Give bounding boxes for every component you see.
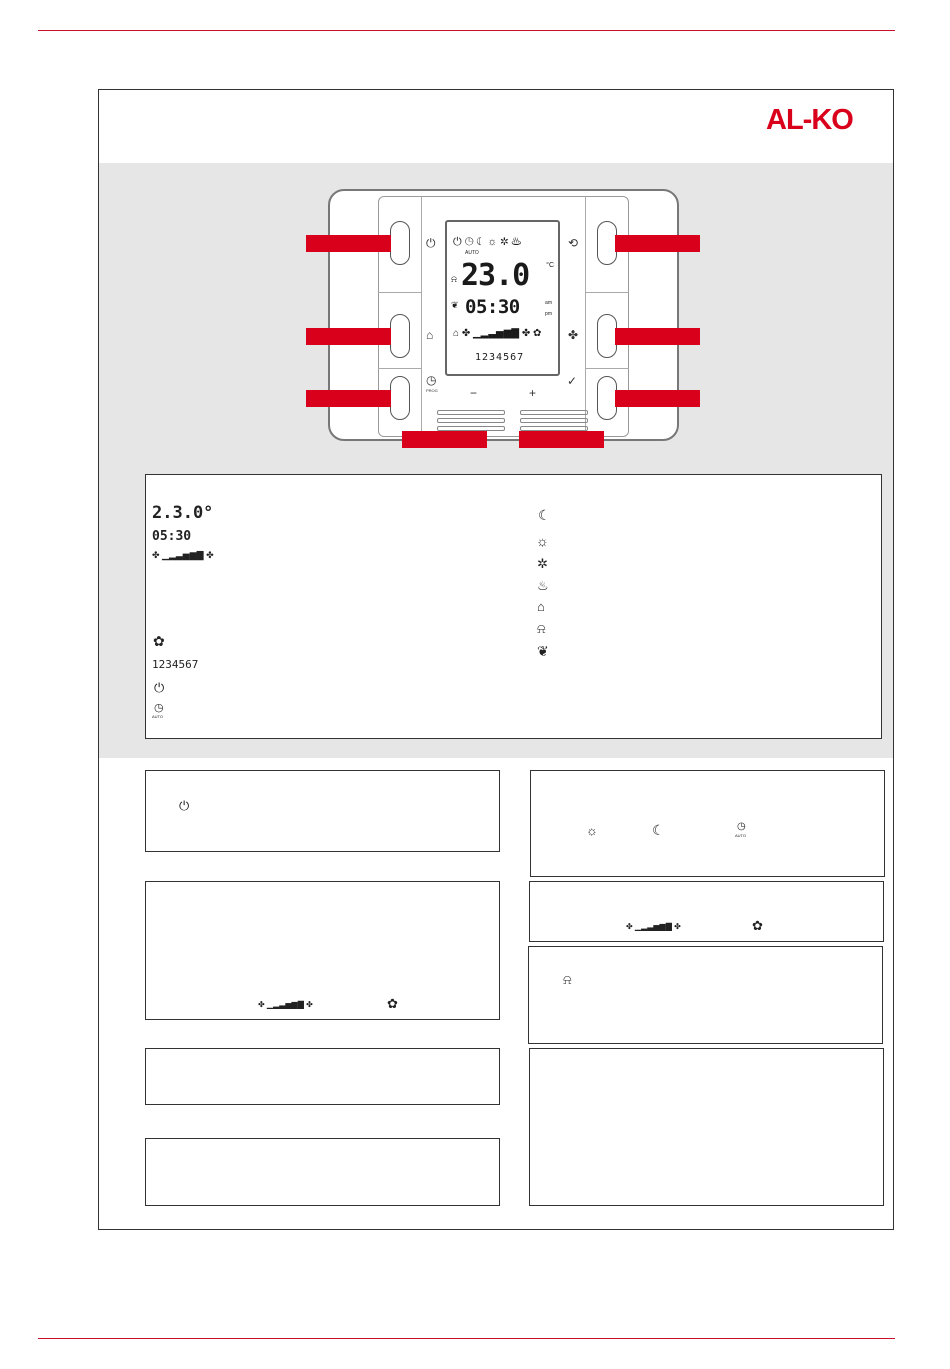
cycle-icon: ⟲ (568, 236, 579, 250)
fan-icon: ✤ (568, 328, 579, 342)
night-icon: ☾ (652, 822, 665, 838)
power-icon: ⏻ (179, 798, 190, 813)
left-button-power[interactable] (390, 221, 410, 265)
lcd-fan-row: ⌂ ✤ ▁▂▃▅▆▇ ✤ ✿ (453, 328, 542, 339)
heating-icon: ♨ (537, 578, 549, 593)
info-box-modes (530, 770, 885, 877)
callout-tag (615, 390, 700, 407)
auto-fan-icon: ✿ (153, 633, 165, 649)
day-icon: ☼ (536, 533, 549, 549)
callout-tag (402, 431, 487, 448)
info-box-fan (145, 881, 500, 1020)
right-button-ok[interactable] (597, 376, 617, 420)
divider (585, 292, 629, 293)
auto-fan-icon: ✿ (387, 996, 398, 1011)
callout-tag (306, 390, 391, 407)
divider (378, 368, 422, 369)
lcd-ampm (545, 298, 552, 320)
callout-tag (306, 328, 391, 345)
lcd-temp-unit: °C (546, 262, 554, 269)
lcd-temperature: 23.0 (461, 258, 530, 293)
day-icon: ☼ (586, 823, 598, 838)
bell-icon: ⍾ (451, 274, 457, 284)
plus-icon: + (529, 386, 537, 400)
temp-display-symbol: 2.3.0° (152, 503, 214, 523)
leaf-icon: ❦ (451, 300, 459, 310)
info-box-power (145, 770, 500, 852)
plus-button-line (520, 418, 588, 423)
auto-mode-icon: ◷ (154, 702, 164, 714)
divider (421, 196, 422, 437)
divider (378, 292, 422, 293)
info-box-fan-right (529, 881, 884, 942)
lcd-days: 1234567 (475, 352, 525, 363)
lcd-screen (445, 220, 560, 376)
callout-tag (519, 431, 604, 448)
pm-label: pm (545, 311, 552, 317)
prog-icon: ◷ (426, 373, 437, 387)
callout-tag (615, 235, 700, 252)
left-button-home[interactable] (390, 314, 410, 358)
home-icon: ⌂ (426, 328, 434, 342)
plus-button[interactable] (520, 410, 588, 415)
minus-icon: − (470, 386, 478, 400)
symbol-legend (145, 474, 882, 739)
top-rule (38, 30, 895, 31)
divider (585, 368, 629, 369)
left-button-prog[interactable] (390, 376, 410, 420)
check-icon: ✓ (567, 374, 578, 388)
brand-logo: AL-KO (766, 104, 853, 136)
alarm-icon: ⍾ (537, 621, 546, 636)
divider (585, 196, 586, 437)
lcd-time: 05:30 (465, 296, 520, 318)
days-symbol: 1234567 (152, 658, 199, 671)
minus-button[interactable] (437, 410, 505, 415)
home-icon: ⌂ (537, 599, 545, 614)
prog-label: PROG (426, 388, 438, 393)
fan-bar-symbol: ✤ ▁▂▃▅▆▇ ✤ (258, 1000, 313, 1009)
right-button-fan[interactable] (597, 314, 617, 358)
auto-fan-icon: ✿ (752, 918, 763, 933)
lcd-auto-label: AUTO (465, 250, 479, 256)
callout-tag (615, 328, 700, 345)
minus-button-line (437, 418, 505, 423)
night-icon: ☾ (538, 507, 551, 523)
info-box (145, 1138, 500, 1206)
info-box-alarm (528, 946, 883, 1044)
auto-mode-icon: ◷ (737, 821, 746, 832)
lcd-mode-icons: ⏻ ◷ ☾ ☼ ✲ ♨ (453, 236, 522, 248)
power-icon: ⏻ (426, 236, 436, 250)
info-box (529, 1048, 884, 1206)
fan-bar-symbol: ✤ ▁▂▃▅▆▇ ✤ (626, 922, 681, 931)
eco-icon: ❦ (537, 643, 549, 659)
frost-icon: ✲ (537, 556, 548, 571)
bottom-rule (38, 1338, 895, 1339)
info-box (145, 1048, 500, 1105)
fan-bar-symbol: ✤ ▁▂▃▅▆▇ ✤ (152, 550, 214, 560)
right-button-cycle[interactable] (597, 221, 617, 265)
am-label: am (545, 300, 552, 306)
alarm-icon: ⍾ (563, 972, 572, 987)
callout-tag (306, 235, 391, 252)
time-display-symbol: 05:30 (152, 529, 192, 544)
auto-label: AUTO (152, 714, 164, 719)
power-icon: ⏻ (154, 680, 165, 695)
auto-label: AUTO (735, 833, 747, 838)
